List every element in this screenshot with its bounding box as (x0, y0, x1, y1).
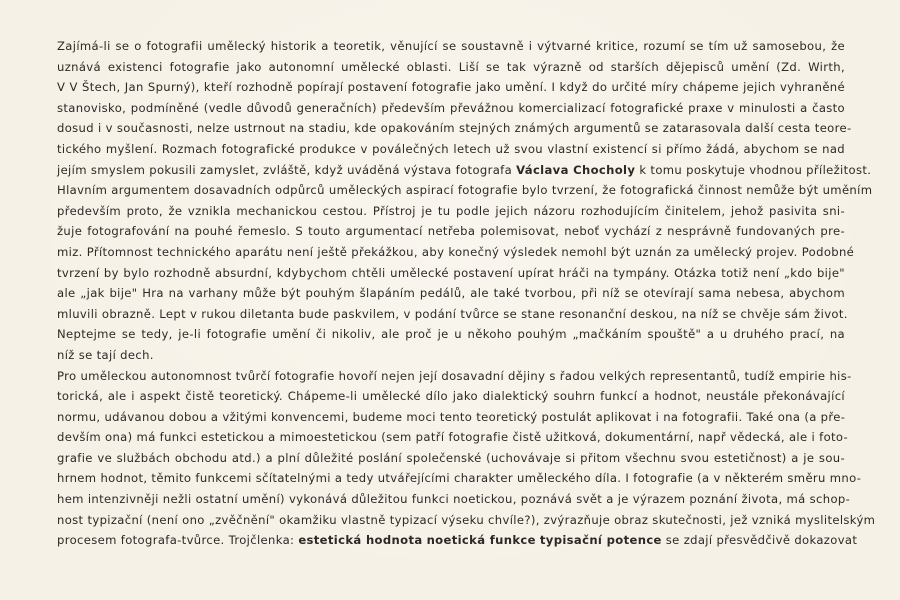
text-line: stanovisko, podmíněné (vedle důvodů generačních) především převážnou komercializací fotografické praxe v minulosti a často (57, 100, 845, 115)
paragraph-1 (57, 36, 873, 366)
text-line: tického myšlení. Rozmach fotografické produkce v poválečných letech už svou vlastní existencí si přímo žádá, abychom se nad (57, 141, 845, 156)
text-line: Hlavním argumentem dosavadních odpůrců uměleckých aspirací fotografie bylo tvrzení, že fotografická činnost nemůže být uměním (57, 183, 873, 198)
text-line: hrnem hodnot, těmito funkcemi sčítatelnými a tedy utvářejícími charakter uměleckého díla. I fotografie (a v některém směru mno- (57, 471, 862, 486)
article-text (57, 36, 876, 551)
text-line: nost typizační (není ono „zvěčnění" okamžiku vlastně typizací výseku chvíle?), zvýrazňuje obraz skutečnosti, jež vzniká myslitelským (57, 512, 876, 527)
text-line: grafie ve službách obchodu atd.) a plní důležité poslání společenské (uchovávaje si přitom všechnu svou estetičnost) a je sou- (57, 450, 845, 465)
bold-term: estetická hodnota (298, 533, 423, 548)
text-line: Pro uměleckou autonomnost tvůrčí fotografie hovoří nejen její dosavadní dějiny s řadou velkých representantů, tudíž empirie his- (57, 368, 852, 383)
text-line: miz. Přítomnost technického aparátu není ještě překážkou, aby konečný výsledek nemohl být uznán za umělecký projev. Podobné (57, 244, 855, 259)
text-line: níž se tají dech. (57, 347, 154, 362)
text-line: normu, udávanou dobou a vžitými konvencemi, budeme moci tento teoretický postulát aplikovat i na fotografii. Také ona (a pře- (57, 409, 846, 424)
text-line: především proto, že vznikla mechanickou cestou. Přístroj je tu podle jejich názoru rozhodujícím činitelem, jehož pasivita sni- (57, 203, 845, 218)
text-line: devším ona) má funkci estetickou a mimoestetickou (sem patří fotografie čistě užitková, dokumentární, např vědecká, ale i foto- (57, 430, 849, 445)
text-line: V V Štech, Jan Spurný), kteří rozhodně popírají postavení fotografie jako umění. I když do určité míry chápeme jejich vyhraněné (57, 80, 845, 95)
paragraph-2 (57, 366, 876, 551)
text-line: torická, ale i aspekt čistě teoretický. Chápeme-li umělecké dílo jako dialektický souhrn funkcí a hodnot, neustále překonávající (57, 389, 845, 404)
text-line: Neptejme se tedy, je-li fotografie umění či nikoliv, ale proč je u někoho pouhým „mačkáním spouště" a u druhého prací, na (57, 327, 845, 342)
text-line: ale „jak bije" Hra na varhany může být pouhým šlapáním pedálů, ale také tvorbou, při níž se otevírají sama nebesa, abychom (57, 286, 845, 301)
text-line: uznává existenci fotografie jako autonomní umělecké oblasti. Liší se tak výrazně od starších dějepisců umění (Zd. Wirth, (57, 59, 845, 74)
text-line: procesem fotografa-tvůrce. Trojčlenka: estetická hodnota noetická funkce typisační potence se zdají přesvědčivě dokazovat (57, 533, 858, 548)
bold-term: noetická funkce (426, 533, 536, 548)
text-line: dosud i v současnosti, nelze ustrnout na stadiu, kde opakováním stejných známých argumentů se zatarasovala další cesta teore- (57, 121, 852, 136)
text-line: hem intenzivněji nežli ostatní umění) vykonává důležitou funkci noetickou, poznává svět a je výrazem poznání života, má schop- (57, 492, 851, 507)
text-line: žuje fotografování na pouhé řemeslo. S touto argumentací netřeba polemisovat, neboť vychází z nesprávně fundovaných pre- (57, 224, 845, 239)
bold-term: typisační potence (539, 533, 662, 548)
text-line: jejím smyslem pokusili zamyslet, zvláště, když uváděná výstava fotografa Václava Chocholy k tomu poskytuje vhodnou příležitost. (57, 162, 872, 177)
text-line: Zajímá-li se o fotografii umělecký historik a teoretik, věnující se soustavně i výtvarné kritice, rozumí se tím už samosebou, že (57, 39, 845, 53)
bold-term: Václava Chocholy (516, 162, 636, 177)
text-line: mluvili obrazně. Lept v rukou diletanta bude paskvilem, v podání tvůrce se stane resonanční deskou, na níž se chvěje sám život. (57, 306, 848, 321)
text-line: tvrzení by bylo rozhodně absurdní, kdybychom chtěli umělecké postavení upírat hráči na tympány. Otázka totiž není „kdo bije" (57, 265, 845, 280)
